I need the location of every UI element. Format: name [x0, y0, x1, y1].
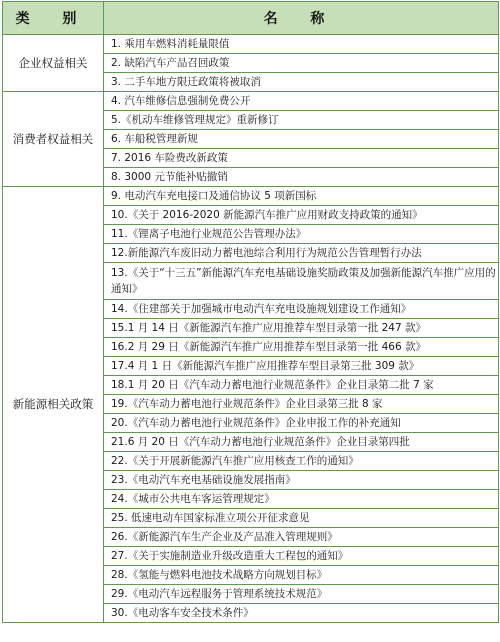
header-name: 名 称 — [104, 2, 499, 35]
table-row — [3, 187, 499, 206]
policy-item-cell: 2. 缺陷汽车产品召回政策 — [104, 54, 499, 73]
policy-item-cell: 6. 车船税管理新规 — [104, 130, 499, 149]
policy-item-cell: 16.2 月 29 日《新能源汽车推广应用推荐车型目录第一批 466 款》 — [104, 338, 499, 357]
policy-item-cell: 7. 2016 车险费改新政策 — [104, 149, 499, 168]
policy-item-cell: 10.《关于 2016-2020 新能源汽车推广应用财政支持政策的通知》 — [104, 206, 499, 225]
policy-item-cell: 18.1 月 20 日《汽车动力蓄电池行业规范条件》企业目录第二批 7 家 — [104, 376, 499, 395]
policy-item-cell: 1. 乘用车燃料消耗量限值 — [104, 35, 499, 54]
policy-item-cell: 14.《住建部关于加强城市电动汽车充电设施规划建设工作通知》 — [104, 300, 499, 319]
policy-item-cell: 23.《电动汽车充电基础设施发展指南》 — [104, 471, 499, 490]
table-row — [3, 35, 499, 54]
policy-item-cell: 24.《城市公共电车客运管理规定》 — [104, 490, 499, 509]
policy-item-cell: 4. 汽车维修信息强制免费公开 — [104, 92, 499, 111]
policy-item-cell: 13.《关于“十三五”新能源汽车充电基础设施奖励政策及加强新能源汽车推广应用的通知》 — [104, 263, 499, 300]
header-category: 类 别 — [3, 2, 104, 35]
policy-item-cell: 3. 二手车地方限迁政策将被取消 — [104, 73, 499, 92]
policy-item-cell: 29.《电动汽车远程服务于管理系统技术规范》 — [104, 585, 499, 604]
policy-item-cell: 30.《电动客车安全技术条件》 — [104, 604, 499, 623]
policy-item-cell: 8. 3000 元节能补贴撤销 — [104, 168, 499, 187]
category-cell: 企业权益相关 — [3, 35, 104, 92]
policy-item-cell: 21.6 月 20 日《汽车动力蓄电池行业规范条件》企业目录第四批 — [104, 433, 499, 452]
policy-item-cell: 25. 低速电动车国家标准立项公开征求意见 — [104, 509, 499, 528]
table-body — [3, 35, 499, 623]
policy-item-cell: 17.4 月 1 日《新能源汽车推广应用推荐车型目录第三批 309 款》 — [104, 357, 499, 376]
category-cell: 消费者权益相关 — [3, 92, 104, 187]
policy-item-cell: 26.《新能源汽车生产企业及产品准入管理规则》 — [104, 528, 499, 547]
policy-item-cell: 19.《汽车动力蓄电池行业规范条件》企业目录第三批 8 家 — [104, 395, 499, 414]
policy-item-cell: 20.《汽车动力蓄电池行业规范条件》企业申报工作的补充通知 — [104, 414, 499, 433]
header-row — [3, 2, 499, 35]
policy-item-cell: 5.《机动车维修管理规定》重新修订 — [104, 111, 499, 130]
policy-item-cell: 28.《氢能与燃料电池技术战略方向规划目标》 — [104, 566, 499, 585]
policy-item-cell: 11.《锂离子电池行业规范公告管理办法》 — [104, 225, 499, 244]
policy-item-cell: 15.1 月 14 日《新能源汽车推广应用推荐车型目录第一批 247 款》 — [104, 319, 499, 338]
policy-item-cell: 9. 电动汽车充电接口及通信协议 5 项新国标 — [104, 187, 499, 206]
policy-item-cell: 27.《关于实施制造业升级改造重大工程包的通知》 — [104, 547, 499, 566]
policy-table — [2, 1, 499, 623]
category-cell: 新能源相关政策 — [3, 187, 104, 623]
policy-item-cell: 12.新能源汽车废旧动力蓄电池综合利用行为规范公告管理暂行办法 — [104, 244, 499, 263]
policy-item-cell: 22.《关于开展新能源汽车推广应用核查工作的通知》 — [104, 452, 499, 471]
table-row — [3, 92, 499, 111]
